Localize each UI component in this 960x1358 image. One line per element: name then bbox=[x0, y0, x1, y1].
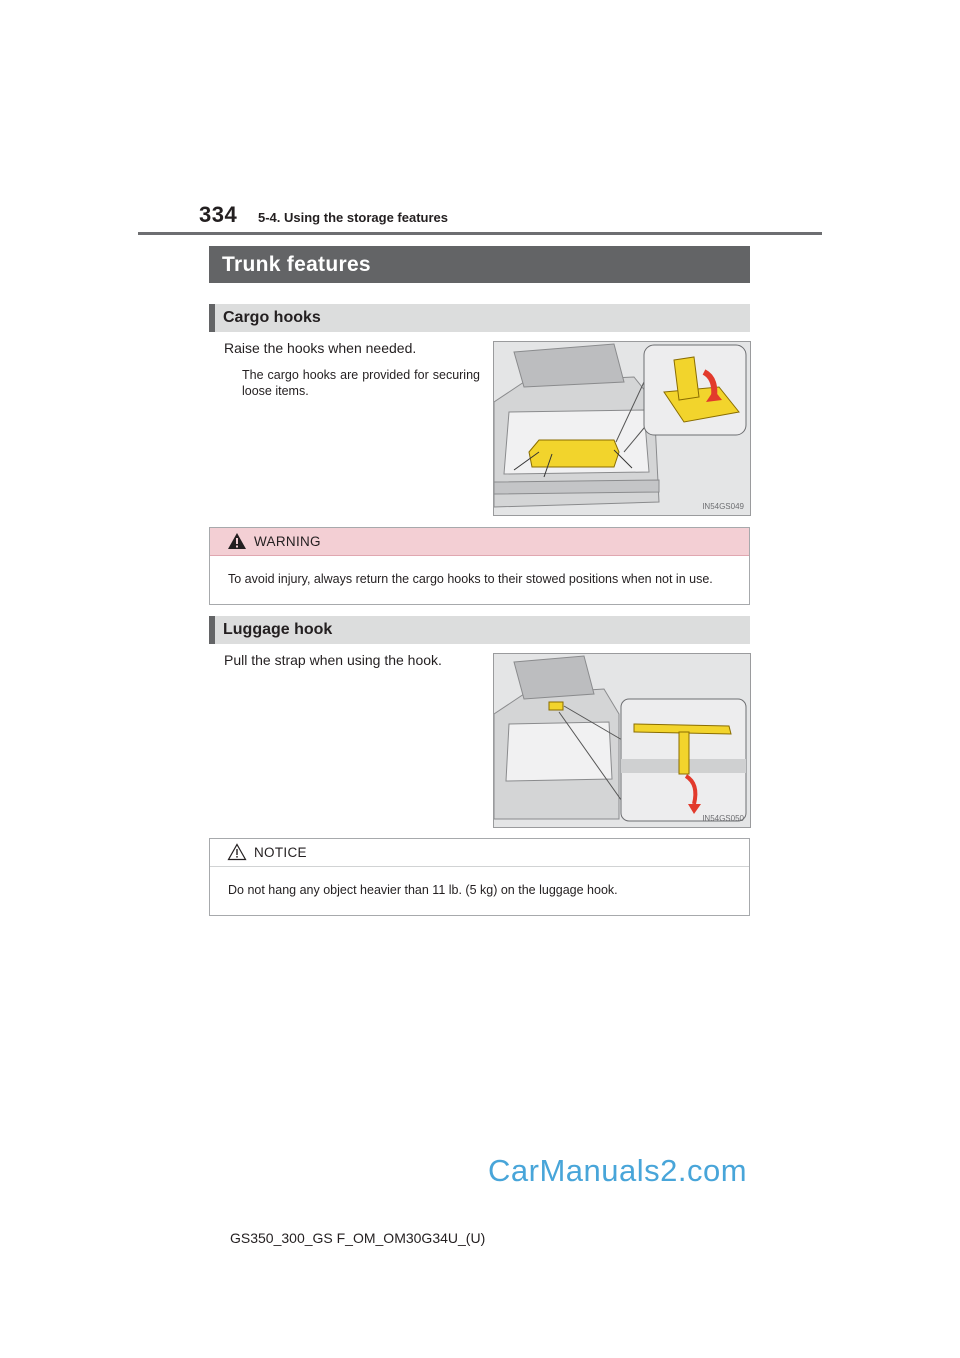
trunk-cargo-drawing bbox=[494, 342, 750, 515]
notice-header bbox=[210, 839, 749, 867]
luggage-hook-heading: Luggage hook bbox=[209, 616, 750, 644]
cargo-image-code: IN54GS049 bbox=[702, 502, 744, 511]
notice-box bbox=[209, 838, 750, 916]
section-label: 5-4. Using the storage features bbox=[258, 210, 448, 225]
cargo-hooks-heading: Cargo hooks bbox=[209, 304, 750, 332]
warning-triangle-icon bbox=[227, 532, 247, 550]
luggage-hook-instruction: Pull the strap when using the hook. bbox=[224, 652, 442, 668]
cargo-hooks-illustration bbox=[493, 341, 751, 516]
warning-text: To avoid injury, always return the cargo hooks to their stowed positions when not in use. bbox=[228, 572, 713, 586]
cargo-hooks-note: The cargo hooks are provided for securing loose items. bbox=[242, 368, 480, 398]
header-rule bbox=[138, 232, 822, 235]
cargo-hooks-instruction: Raise the hooks when needed. bbox=[224, 340, 417, 356]
warning-box bbox=[209, 527, 750, 605]
warning-title: WARNING bbox=[254, 534, 321, 549]
trunk-features-title: Trunk features bbox=[209, 246, 750, 283]
notice-text: Do not hang any object heavier than 11 lb. (5 kg) on the luggage hook. bbox=[228, 883, 618, 897]
trunk-luggage-drawing bbox=[494, 654, 750, 827]
warning-header bbox=[210, 528, 749, 556]
luggage-hook-illustration bbox=[493, 653, 751, 828]
notice-title: NOTICE bbox=[254, 845, 307, 860]
caution-triangle-icon bbox=[227, 843, 247, 861]
page-number: 334 bbox=[199, 202, 238, 227]
luggage-image-code: IN54GS050 bbox=[702, 814, 744, 823]
watermark: CarManuals2.com bbox=[488, 1153, 748, 1188]
document-code: GS350_300_GS F_OM_OM30G34U_(U) bbox=[230, 1230, 486, 1246]
